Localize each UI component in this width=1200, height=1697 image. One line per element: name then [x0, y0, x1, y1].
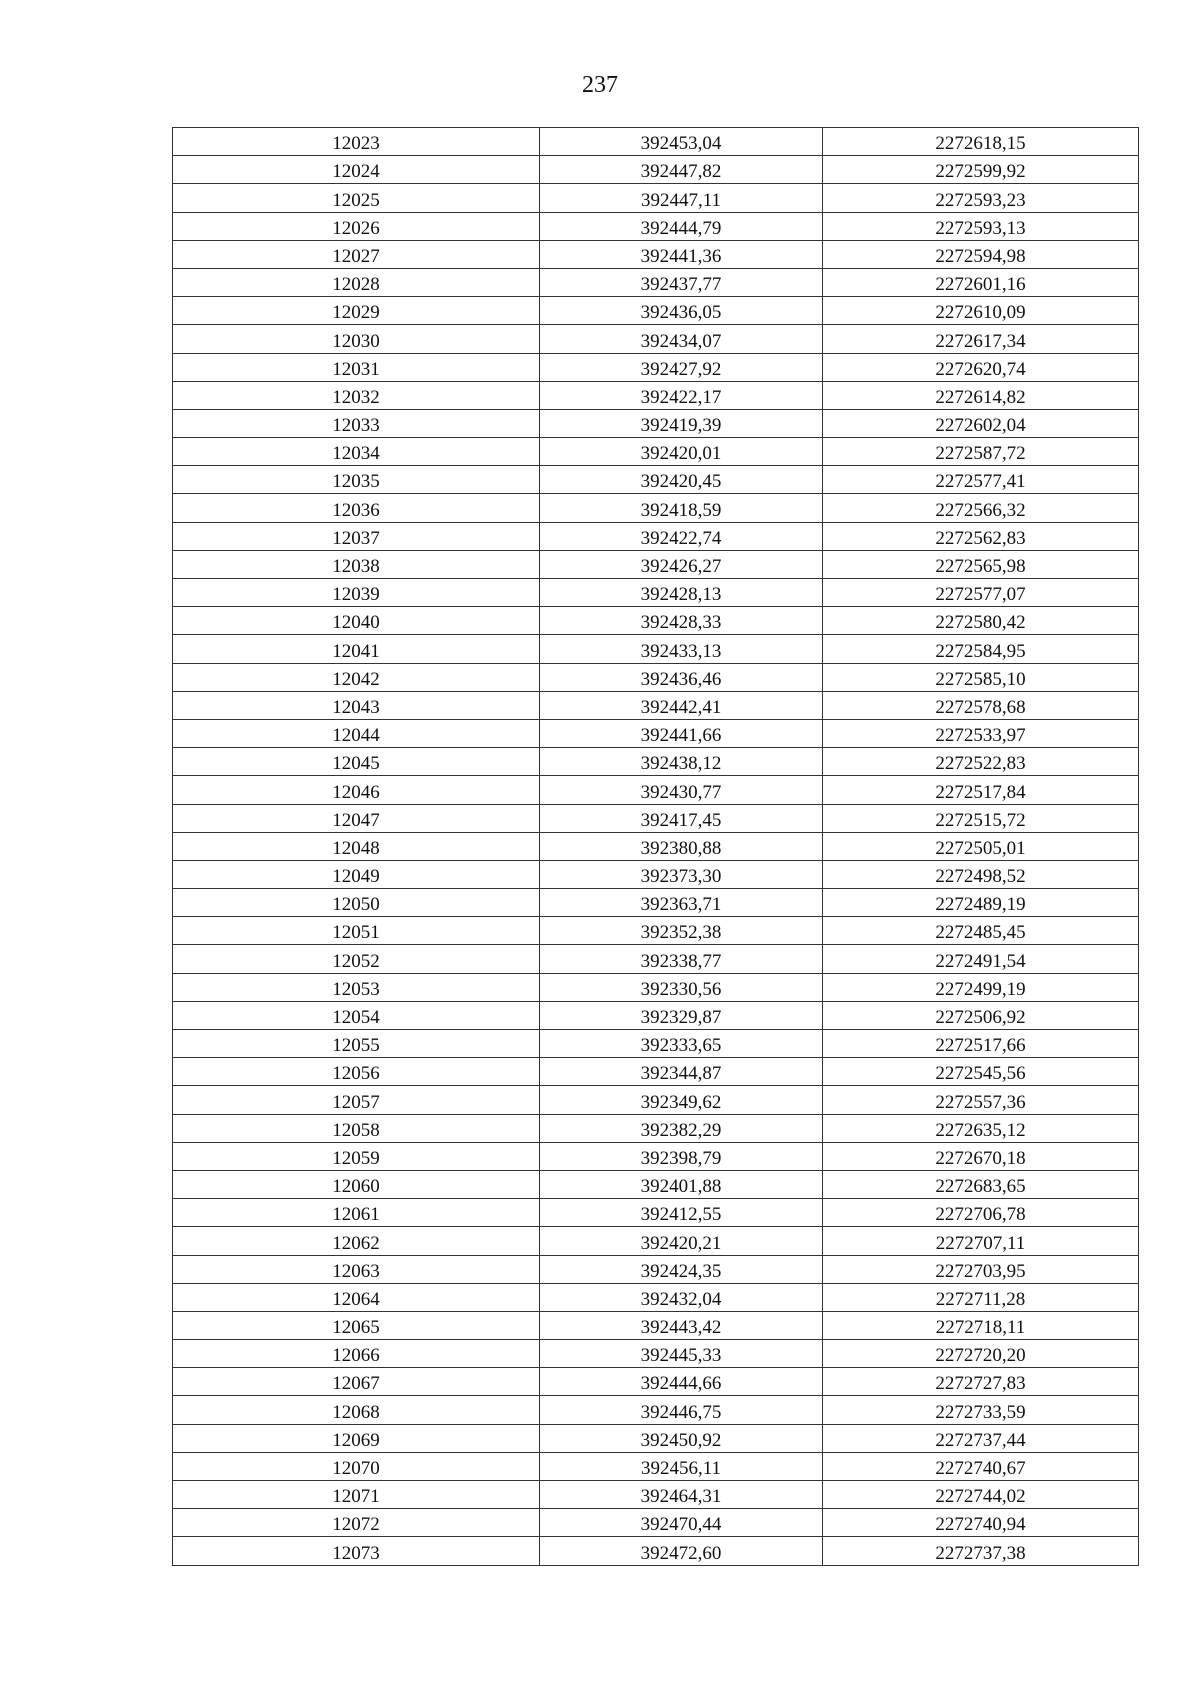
y-coordinate-cell: 2272577,41 [823, 466, 1139, 494]
point-number-cell: 12056 [173, 1058, 540, 1086]
table-row [173, 691, 1139, 719]
y-coordinate-cell: 2272602,04 [823, 409, 1139, 437]
point-number-cell: 12044 [173, 719, 540, 747]
x-coordinate-cell: 392426,27 [540, 550, 823, 578]
point-number-cell: 12064 [173, 1283, 540, 1311]
table-row [173, 804, 1139, 832]
x-coordinate-cell: 392333,65 [540, 1030, 823, 1058]
y-coordinate-cell: 2272584,95 [823, 635, 1139, 663]
y-coordinate-cell: 2272744,02 [823, 1481, 1139, 1509]
table-row [173, 973, 1139, 1001]
y-coordinate-cell: 2272566,32 [823, 494, 1139, 522]
table-row [173, 889, 1139, 917]
table-row [173, 1452, 1139, 1480]
point-number-cell: 12069 [173, 1424, 540, 1452]
point-number-cell: 12073 [173, 1537, 540, 1565]
point-number-cell: 12050 [173, 889, 540, 917]
y-coordinate-cell: 2272635,12 [823, 1114, 1139, 1142]
x-coordinate-cell: 392441,66 [540, 719, 823, 747]
table-row [173, 184, 1139, 212]
y-coordinate-cell: 2272517,66 [823, 1030, 1139, 1058]
point-number-cell: 12068 [173, 1396, 540, 1424]
point-number-cell: 12035 [173, 466, 540, 494]
y-coordinate-cell: 2272515,72 [823, 804, 1139, 832]
table-row [173, 1030, 1139, 1058]
point-number-cell: 12058 [173, 1114, 540, 1142]
table-row [173, 240, 1139, 268]
x-coordinate-cell: 392412,55 [540, 1199, 823, 1227]
point-number-cell: 12038 [173, 550, 540, 578]
y-coordinate-cell: 2272593,13 [823, 212, 1139, 240]
y-coordinate-cell: 2272740,94 [823, 1509, 1139, 1537]
table-row [173, 748, 1139, 776]
x-coordinate-cell: 392447,11 [540, 184, 823, 212]
point-number-cell: 12070 [173, 1452, 540, 1480]
y-coordinate-cell: 2272562,83 [823, 522, 1139, 550]
point-number-cell: 12061 [173, 1199, 540, 1227]
x-coordinate-cell: 392419,39 [540, 409, 823, 437]
point-number-cell: 12052 [173, 945, 540, 973]
x-coordinate-cell: 392401,88 [540, 1170, 823, 1198]
x-coordinate-cell: 392373,30 [540, 860, 823, 888]
y-coordinate-cell: 2272740,67 [823, 1452, 1139, 1480]
x-coordinate-cell: 392420,45 [540, 466, 823, 494]
x-coordinate-cell: 392338,77 [540, 945, 823, 973]
x-coordinate-cell: 392420,21 [540, 1227, 823, 1255]
y-coordinate-cell: 2272577,07 [823, 579, 1139, 607]
y-coordinate-cell: 2272506,92 [823, 1001, 1139, 1029]
table-row [173, 212, 1139, 240]
table-row [173, 917, 1139, 945]
point-number-cell: 12041 [173, 635, 540, 663]
x-coordinate-cell: 392432,04 [540, 1283, 823, 1311]
point-number-cell: 12040 [173, 607, 540, 635]
point-number-cell: 12048 [173, 832, 540, 860]
y-coordinate-cell: 2272505,01 [823, 832, 1139, 860]
x-coordinate-cell: 392470,44 [540, 1509, 823, 1537]
point-number-cell: 12057 [173, 1086, 540, 1114]
point-number-cell: 12059 [173, 1142, 540, 1170]
table-row [173, 1311, 1139, 1339]
point-number-cell: 12043 [173, 691, 540, 719]
y-coordinate-cell: 2272557,36 [823, 1086, 1139, 1114]
table-row [173, 1509, 1139, 1537]
table-row [173, 128, 1139, 156]
point-number-cell: 12071 [173, 1481, 540, 1509]
table-row [173, 353, 1139, 381]
point-number-cell: 12037 [173, 522, 540, 550]
table-row [173, 945, 1139, 973]
table-row [173, 1255, 1139, 1283]
y-coordinate-cell: 2272683,65 [823, 1170, 1139, 1198]
y-coordinate-cell: 2272489,19 [823, 889, 1139, 917]
point-number-cell: 12031 [173, 353, 540, 381]
table-row [173, 522, 1139, 550]
x-coordinate-cell: 392382,29 [540, 1114, 823, 1142]
y-coordinate-cell: 2272727,83 [823, 1368, 1139, 1396]
table-row [173, 156, 1139, 184]
y-coordinate-cell: 2272522,83 [823, 748, 1139, 776]
table-row [173, 1481, 1139, 1509]
y-coordinate-cell: 2272670,18 [823, 1142, 1139, 1170]
table-row [173, 832, 1139, 860]
x-coordinate-cell: 392444,79 [540, 212, 823, 240]
table-row [173, 1142, 1139, 1170]
x-coordinate-cell: 392438,12 [540, 748, 823, 776]
y-coordinate-cell: 2272533,97 [823, 719, 1139, 747]
x-coordinate-cell: 392442,41 [540, 691, 823, 719]
x-coordinate-cell: 392428,33 [540, 607, 823, 635]
point-number-cell: 12072 [173, 1509, 540, 1537]
x-coordinate-cell: 392456,11 [540, 1452, 823, 1480]
y-coordinate-cell: 2272703,95 [823, 1255, 1139, 1283]
table-row [173, 1058, 1139, 1086]
x-coordinate-cell: 392352,38 [540, 917, 823, 945]
table-row [173, 635, 1139, 663]
y-coordinate-cell: 2272718,11 [823, 1311, 1139, 1339]
table-body [173, 128, 1139, 1566]
table-row [173, 268, 1139, 296]
table-row [173, 1340, 1139, 1368]
y-coordinate-cell: 2272720,20 [823, 1340, 1139, 1368]
point-number-cell: 12033 [173, 409, 540, 437]
y-coordinate-cell: 2272587,72 [823, 438, 1139, 466]
page-number: 237 [582, 72, 618, 98]
table-row [173, 1537, 1139, 1565]
point-number-cell: 12027 [173, 240, 540, 268]
point-number-cell: 12029 [173, 297, 540, 325]
table-row [173, 494, 1139, 522]
table-row [173, 776, 1139, 804]
y-coordinate-cell: 2272614,82 [823, 381, 1139, 409]
table-row [173, 607, 1139, 635]
y-coordinate-cell: 2272517,84 [823, 776, 1139, 804]
table-row [173, 325, 1139, 353]
table-row [173, 409, 1139, 437]
table-row [173, 1424, 1139, 1452]
y-coordinate-cell: 2272498,52 [823, 860, 1139, 888]
table-row [173, 1283, 1139, 1311]
x-coordinate-cell: 392445,33 [540, 1340, 823, 1368]
point-number-cell: 12053 [173, 973, 540, 1001]
y-coordinate-cell: 2272499,19 [823, 973, 1139, 1001]
x-coordinate-cell: 392428,13 [540, 579, 823, 607]
point-number-cell: 12065 [173, 1311, 540, 1339]
table-row [173, 438, 1139, 466]
point-number-cell: 12028 [173, 268, 540, 296]
point-number-cell: 12025 [173, 184, 540, 212]
x-coordinate-cell: 392418,59 [540, 494, 823, 522]
y-coordinate-cell: 2272737,44 [823, 1424, 1139, 1452]
table-row [173, 466, 1139, 494]
y-coordinate-cell: 2272593,23 [823, 184, 1139, 212]
point-number-cell: 12034 [173, 438, 540, 466]
x-coordinate-cell: 392344,87 [540, 1058, 823, 1086]
table-row [173, 297, 1139, 325]
point-number-cell: 12026 [173, 212, 540, 240]
table-row [173, 1199, 1139, 1227]
x-coordinate-cell: 392398,79 [540, 1142, 823, 1170]
point-number-cell: 12039 [173, 579, 540, 607]
x-coordinate-cell: 392422,74 [540, 522, 823, 550]
point-number-cell: 12051 [173, 917, 540, 945]
y-coordinate-cell: 2272585,10 [823, 663, 1139, 691]
x-coordinate-cell: 392436,05 [540, 297, 823, 325]
table-row [173, 579, 1139, 607]
y-coordinate-cell: 2272601,16 [823, 268, 1139, 296]
table-row [173, 1396, 1139, 1424]
point-number-cell: 12063 [173, 1255, 540, 1283]
x-coordinate-cell: 392443,42 [540, 1311, 823, 1339]
point-number-cell: 12049 [173, 860, 540, 888]
point-number-cell: 12042 [173, 663, 540, 691]
x-coordinate-cell: 392453,04 [540, 128, 823, 156]
x-coordinate-cell: 392447,82 [540, 156, 823, 184]
x-coordinate-cell: 392349,62 [540, 1086, 823, 1114]
point-number-cell: 12030 [173, 325, 540, 353]
y-coordinate-cell: 2272733,59 [823, 1396, 1139, 1424]
table-row [173, 719, 1139, 747]
y-coordinate-cell: 2272610,09 [823, 297, 1139, 325]
y-coordinate-cell: 2272620,74 [823, 353, 1139, 381]
x-coordinate-cell: 392437,77 [540, 268, 823, 296]
point-number-cell: 12046 [173, 776, 540, 804]
x-coordinate-cell: 392472,60 [540, 1537, 823, 1565]
y-coordinate-cell: 2272565,98 [823, 550, 1139, 578]
y-coordinate-cell: 2272706,78 [823, 1199, 1139, 1227]
y-coordinate-cell: 2272594,98 [823, 240, 1139, 268]
table-row [173, 1001, 1139, 1029]
table-row [173, 860, 1139, 888]
x-coordinate-cell: 392427,92 [540, 353, 823, 381]
y-coordinate-cell: 2272485,45 [823, 917, 1139, 945]
y-coordinate-cell: 2272580,42 [823, 607, 1139, 635]
point-number-cell: 12062 [173, 1227, 540, 1255]
x-coordinate-cell: 392330,56 [540, 973, 823, 1001]
table-row [173, 1368, 1139, 1396]
point-number-cell: 12036 [173, 494, 540, 522]
point-number-cell: 12047 [173, 804, 540, 832]
x-coordinate-cell: 392444,66 [540, 1368, 823, 1396]
x-coordinate-cell: 392329,87 [540, 1001, 823, 1029]
coordinates-table [172, 127, 1139, 1566]
x-coordinate-cell: 392424,35 [540, 1255, 823, 1283]
table-row [173, 663, 1139, 691]
y-coordinate-cell: 2272545,56 [823, 1058, 1139, 1086]
point-number-cell: 12054 [173, 1001, 540, 1029]
point-number-cell: 12055 [173, 1030, 540, 1058]
y-coordinate-cell: 2272711,28 [823, 1283, 1139, 1311]
table-row [173, 1170, 1139, 1198]
table-row [173, 1086, 1139, 1114]
point-number-cell: 12066 [173, 1340, 540, 1368]
y-coordinate-cell: 2272578,68 [823, 691, 1139, 719]
x-coordinate-cell: 392446,75 [540, 1396, 823, 1424]
table-row [173, 1114, 1139, 1142]
x-coordinate-cell: 392420,01 [540, 438, 823, 466]
point-number-cell: 12045 [173, 748, 540, 776]
x-coordinate-cell: 392434,07 [540, 325, 823, 353]
table-row [173, 550, 1139, 578]
y-coordinate-cell: 2272707,11 [823, 1227, 1139, 1255]
x-coordinate-cell: 392433,13 [540, 635, 823, 663]
x-coordinate-cell: 392380,88 [540, 832, 823, 860]
y-coordinate-cell: 2272618,15 [823, 128, 1139, 156]
y-coordinate-cell: 2272737,38 [823, 1537, 1139, 1565]
table-row [173, 1227, 1139, 1255]
x-coordinate-cell: 392450,92 [540, 1424, 823, 1452]
point-number-cell: 12060 [173, 1170, 540, 1198]
table-row [173, 381, 1139, 409]
point-number-cell: 12023 [173, 128, 540, 156]
x-coordinate-cell: 392441,36 [540, 240, 823, 268]
y-coordinate-cell: 2272599,92 [823, 156, 1139, 184]
x-coordinate-cell: 392436,46 [540, 663, 823, 691]
point-number-cell: 12067 [173, 1368, 540, 1396]
x-coordinate-cell: 392422,17 [540, 381, 823, 409]
x-coordinate-cell: 392417,45 [540, 804, 823, 832]
point-number-cell: 12024 [173, 156, 540, 184]
x-coordinate-cell: 392464,31 [540, 1481, 823, 1509]
x-coordinate-cell: 392430,77 [540, 776, 823, 804]
y-coordinate-cell: 2272491,54 [823, 945, 1139, 973]
point-number-cell: 12032 [173, 381, 540, 409]
x-coordinate-cell: 392363,71 [540, 889, 823, 917]
y-coordinate-cell: 2272617,34 [823, 325, 1139, 353]
